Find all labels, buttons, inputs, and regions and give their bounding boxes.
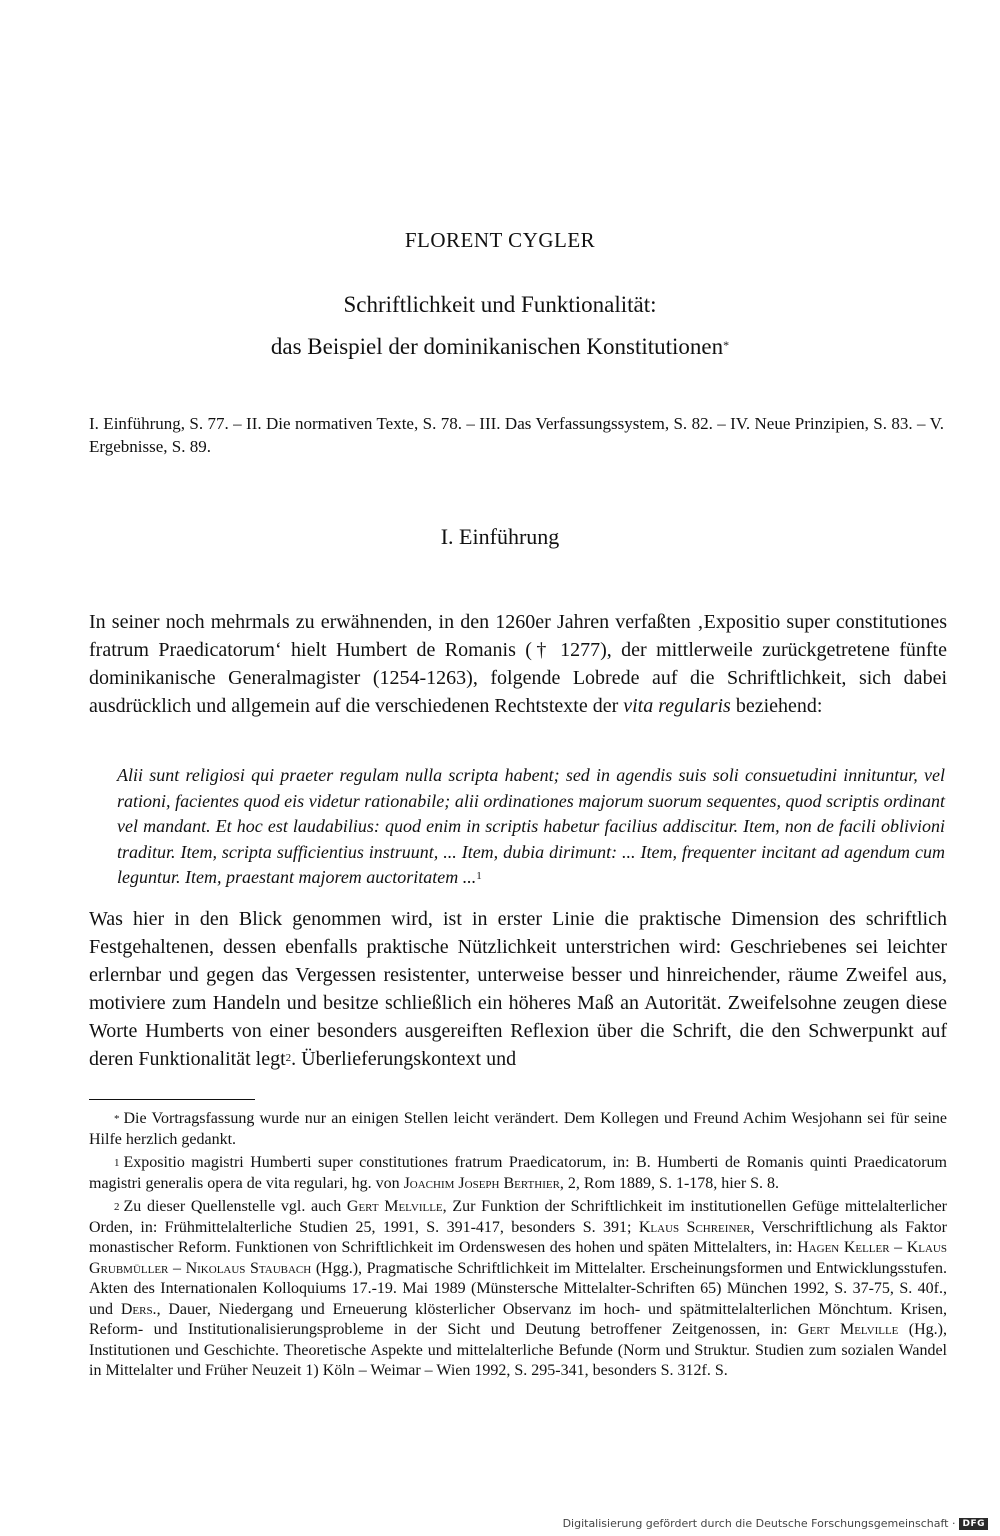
footnote-2-editors: Hagen Keller – Klaus Grubmüller – Nikolaus Staubach — [89, 1239, 947, 1277]
footnote-1 — [89, 1153, 947, 1194]
para1-italic: vita regularis — [623, 695, 731, 717]
footnote-1-text-a: Expositio magistri Humberti super constitutiones fratrum Praedicatorum, in: B. Humberti de Romanis quinti Praedicatorum magistri generalis opera de vita regulari, hg. von — [89, 1154, 947, 1192]
body-paragraph-2 — [89, 905, 947, 1073]
footnote-2-mark: 2 — [114, 1201, 120, 1213]
footnote-ref-2: 2 — [285, 1052, 292, 1064]
para2-end: . Überlieferungskontext und — [291, 1048, 517, 1070]
article-title — [0, 284, 1000, 368]
para1-text: In seiner noch mehrmals zu erwähnenden, in den 1260er Jahren verfaßten ‚Expositio super constitutiones fratrum Praedicatorum‘ hielt Humbert de Romanis († 1277), der mittlerweile zurückgetretene fünfte dominikanische Generalmagister (1254-1263), folgende Lobrede auf die Schriftlichkeit, sich dabei ausdrücklich und allgemein auf die verschiedenen Rechtstexte der — [89, 611, 947, 717]
dfg-banner-text: Digitalisierung gefördert durch die Deutsche Forschungsgemeinschaft · — [562, 1517, 956, 1530]
footnote-2-text-f: (Hg.), Institutionen und Geschichte. Theoretische Aspekte und mittelalterliche Befunde (Norm und Struktur. Studien zum sozialen Wandel in Mittelalter und Früher Neuzeit 1) Köln – Weimar – Wien 1992, S. 295-341, besonders S. 312f. S. — [89, 1321, 948, 1379]
dfg-banner — [563, 1517, 988, 1530]
footnote-star-text: Die Vortragsfassung wurde nur an einigen Stellen leicht verändert. Dem Kollegen und Freund Achim Wesjohann sei für seine Hilfe herzlich gedankt. — [89, 1110, 947, 1148]
title-footnote-mark: * — [723, 338, 730, 352]
footnote-1-text-b: , 2, Rom 1889, S. 1-178, hier S. 8. — [559, 1174, 780, 1192]
block-quote — [117, 763, 945, 891]
body-paragraph-1 — [89, 608, 947, 720]
dfg-logo: DFG — [959, 1518, 988, 1530]
author-name: FLORENT CYGLER — [404, 228, 596, 252]
footnote-1-mark: 1 — [114, 1157, 120, 1169]
footnote-2-text-a: Zu dieser Quellenstelle vgl. auch — [123, 1198, 347, 1215]
footnote-star-mark: * — [114, 1113, 120, 1125]
footnote-2-text-b: , Zur Funktion der Schriftlichkeit im institutionellen Gefüge mittelalterlicher Orden, in: Frühmittelalterliche Studien 25, 1991, S. 391-417, besonders S. 391; — [89, 1198, 947, 1236]
footnote-2-author-1: Gert Melville — [346, 1198, 443, 1215]
footnote-2-author-3: Gert Melville — [797, 1321, 899, 1338]
footnote-2-ders: Ders. — [120, 1300, 157, 1318]
footnote-2-text-c: , Verschriftlichung als Faktor monastischer Reform. Funktionen von Schriftlichkeit im Ordenswesen des hohen und späten Mittelalters, in: — [89, 1218, 948, 1256]
footnote-1-author: Joachim Joseph Berthier — [403, 1174, 560, 1192]
footnote-divider — [89, 1099, 255, 1100]
footnotes — [89, 1109, 947, 1385]
section-heading: I. Einführung — [440, 524, 560, 549]
quote-text: Alii sunt religiosi qui praeter regulam nulla scripta habent; sed in agendis suis soli consuetudini innituntur, vel rationi, facientes quod eis videtur rationabile; alii ordinationes majorum suorum sequentes, quod scriptis ordinant vel mandant. Et hoc est laudabilius: quod enim in scriptis habetur facilius addiscitur. Item, non de facili oblivioni traditur. Item, scripta sufficientius instruunt, ... Item, dubia dirimunt: ... Item, frequenter incitant ad agendum cum leguntur. Item, praestant majorem auctoritatem ... — [117, 765, 945, 887]
table-of-contents: I. Einführung, S. 77. – II. Die normativen Texte, S. 78. – III. Das Verfassungssystem, S. 82. – IV. Neue Prinzipien, S. 83. – V. Ergebnisse, S. 89. — [89, 414, 944, 456]
footnote-2 — [89, 1197, 947, 1382]
footnote-2-author-2: Klaus Schreiner — [638, 1218, 751, 1236]
title-line-2 — [0, 326, 1000, 368]
footnote-2-text-d: (Hgg.), Pragmatische Schriftlichkeit im Mittelalter. Erscheinungsformen und Entwicklungsstufen. Akten des Internationalen Kolloquiums 17.-19. Mai 1989 (Münstersche Mittelalter-Schriften 65) München 1992, S. 37-75, S. 40f., und — [89, 1259, 947, 1318]
footnote-2-text-e: , Dauer, Niedergang und Erneuerung klösterlicher Observanz im hoch- und spätmittelalterlichen Mönchtum. Krisen, Reform- und Institutionalisierungsprobleme in der Sicht und Deutung betroffener Zeitgenossen, in: — [89, 1300, 948, 1338]
footnote-ref-1: 1 — [476, 870, 482, 882]
title-line-1: Schriftlichkeit und Funktionalität: — [343, 292, 657, 317]
footnote-star — [89, 1109, 947, 1150]
para2-text: Was hier in den Blick genommen wird, ist in erster Linie die praktische Dimension des schriftlich Festgehaltenen, dessen ebenfalls praktische Nützlichkeit unterstrichen wird: Geschriebenes sei leichter erlernbar und gegen das Vergessen resistenter, unterweise besser und hinreichender, räume Zweifel aus, motiviere zum Handeln und besitze schließlich ein höheres Maß an Autorität. Zweifelsohne zeugen diese Worte Humberts von einer besonders ausgereiften Reflexion über die Schrift, die den Schwerpunkt auf deren Funktionalität legt — [89, 908, 947, 1070]
para1-end: beziehend: — [730, 695, 823, 717]
title-line-2-text: das Beispiel der dominikanischen Konstitutionen — [270, 334, 724, 359]
